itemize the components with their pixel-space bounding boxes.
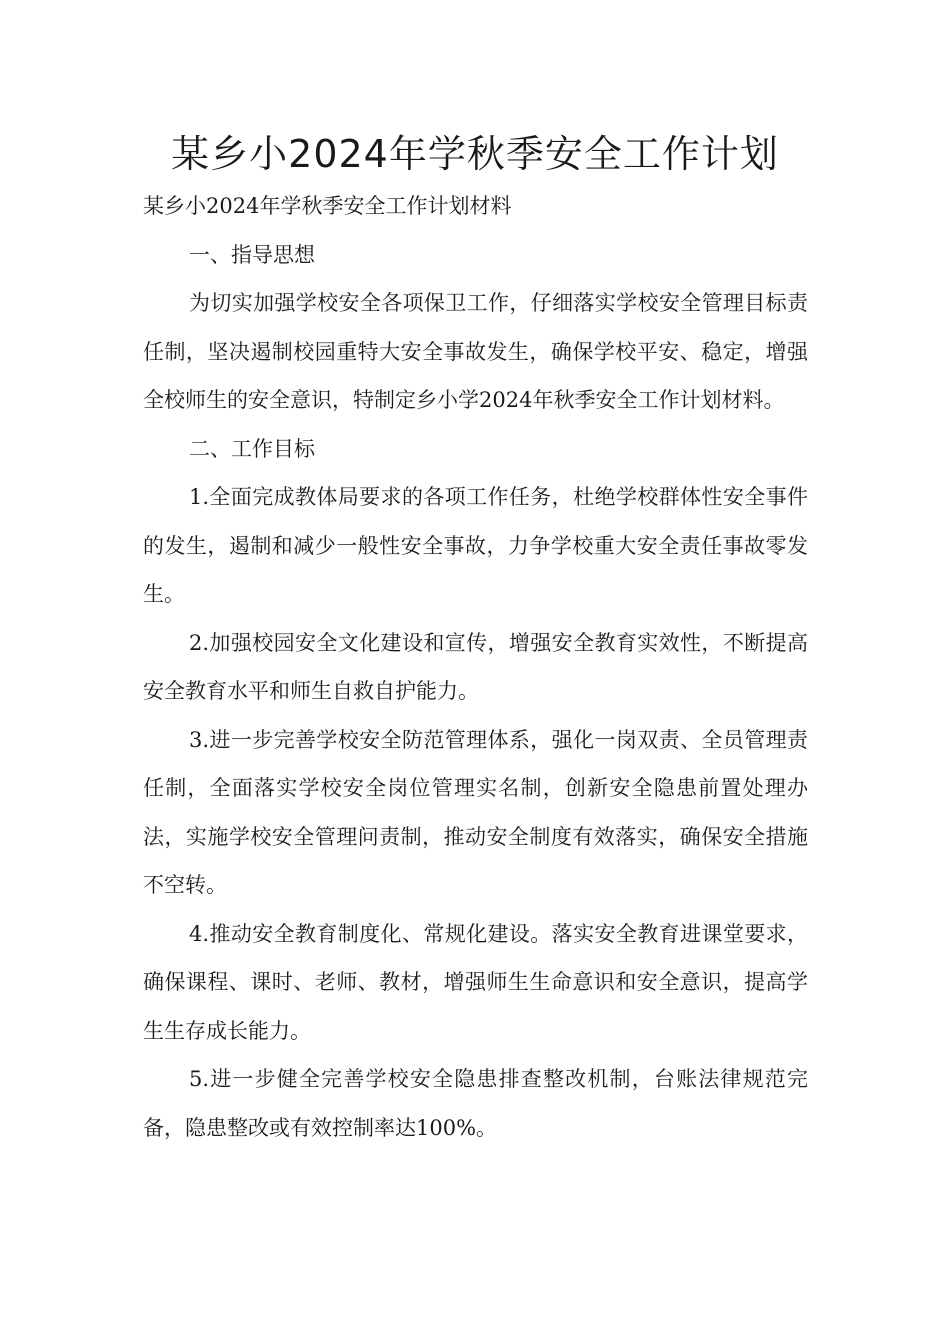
paragraph-goal-1: 1.全面完成教体局要求的各项工作任务，杜绝学校群体性安全事件的发生，遏制和减少一般性安全事故，力争学校重大安全责任事故零发生。 (143, 485, 808, 606)
paragraph-goal-5: 5.进一步健全完善学校安全隐患排查整改机制，台账法律规范完备，隐患整改或有效控制率达100%。 (143, 1067, 808, 1140)
paragraph-goal-3: 3.进一步完善学校安全防范管理体系，强化一岗双责、全员管理责任制，全面落实学校安全岗位管理实名制，创新安全隐患前置处理办法，实施学校安全管理问责制，推动安全制度有效落实，确保安全措施不空转。 (143, 727, 808, 897)
document-subtitle: 某乡小2024年学秋季安全工作计划材料 (143, 194, 512, 218)
section-heading-guiding-ideology: 一、指导思想 (189, 242, 315, 267)
paragraph-goal-2: 2.加强校园安全文化建设和宣传，增强安全教育实效性，不断提高安全教育水平和师生自救自护能力。 (143, 630, 808, 703)
document-body (143, 182, 808, 1152)
paragraph-guiding-ideology: 为切实加强学校安全各项保卫工作，仔细落实学校安全管理目标责任制，坚决遏制校园重特大安全事故发生，确保学校平安、稳定，增强全校师生的安全意识，特制定乡小学2024年秋季安全工作计划材料。 (143, 291, 808, 412)
document-title: 某乡小2024年学秋季安全工作计划 (171, 132, 779, 176)
paragraph-goal-4: 4.推动安全教育制度化、常规化建设。落实安全教育进课堂要求，确保课程、课时、老师、教材，增强师生生命意识和安全意识，提高学生生存成长能力。 (143, 921, 808, 1043)
section-heading-work-goals: 二、工作目标 (189, 436, 315, 461)
